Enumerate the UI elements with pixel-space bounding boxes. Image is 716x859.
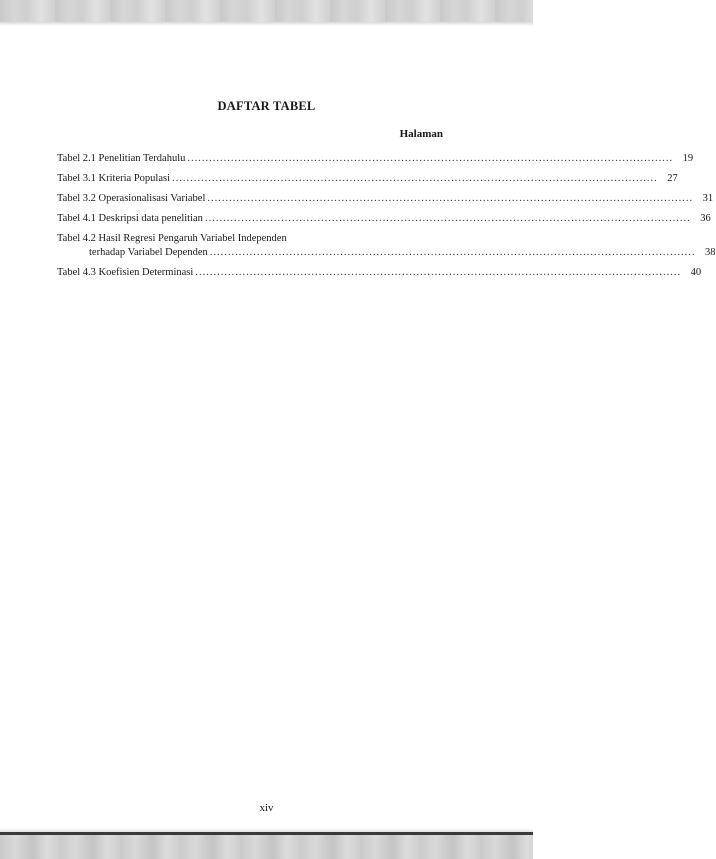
entry-label: Tabel 4.2 Hasil Regresi Pengaruh Variabel Independen xyxy=(57,233,287,244)
page-column-header: Halaman xyxy=(399,128,443,140)
scan-edge-top-shadow xyxy=(0,22,533,26)
dot-leader: ...................................................................................................................................... xyxy=(207,193,694,204)
list-item xyxy=(57,152,694,166)
list-item xyxy=(57,192,714,206)
dot-leader: ...................................................................................................................................... xyxy=(204,213,691,224)
dot-leader: ...................................................................................................................................... xyxy=(187,153,674,164)
entry-label: Tabel 4.1 Deskripsi data penelitian xyxy=(57,213,203,224)
entry-label: Tabel 3.1 Kriteria Populasi xyxy=(57,173,170,184)
entry-page: 36 xyxy=(700,213,711,224)
page-number: xiv xyxy=(259,802,274,814)
entry-label: Tabel 3.2 Operasionalisasi Variabel xyxy=(57,193,206,204)
scan-edge-bottom xyxy=(0,835,533,859)
dot-leader: ...................................................................................................................................... xyxy=(209,247,696,258)
entry-label: Tabel 4.3 Koefisien Determinasi xyxy=(57,267,194,278)
table-list xyxy=(57,152,716,286)
scan-edge-top xyxy=(0,0,533,22)
dot-leader: ...................................................................................................................................... xyxy=(172,173,658,184)
entry-label: Tabel 2.1 Penelitian Terdahulu xyxy=(57,153,186,164)
entry-page: 38 xyxy=(705,247,716,258)
dot-leader: ...................................................................................................................................... xyxy=(195,267,682,278)
list-item xyxy=(57,266,702,280)
entry-page: 19 xyxy=(682,153,694,164)
entry-page: 31 xyxy=(702,193,714,204)
list-item xyxy=(57,212,711,226)
list-item xyxy=(57,232,716,260)
page-title: DAFTAR TABEL xyxy=(217,99,316,113)
entry-page: 40 xyxy=(690,267,702,278)
entry-label-continuation: terhadap Variabel Dependen xyxy=(89,247,208,258)
entry-page: 27 xyxy=(667,173,678,184)
list-item xyxy=(57,172,678,186)
